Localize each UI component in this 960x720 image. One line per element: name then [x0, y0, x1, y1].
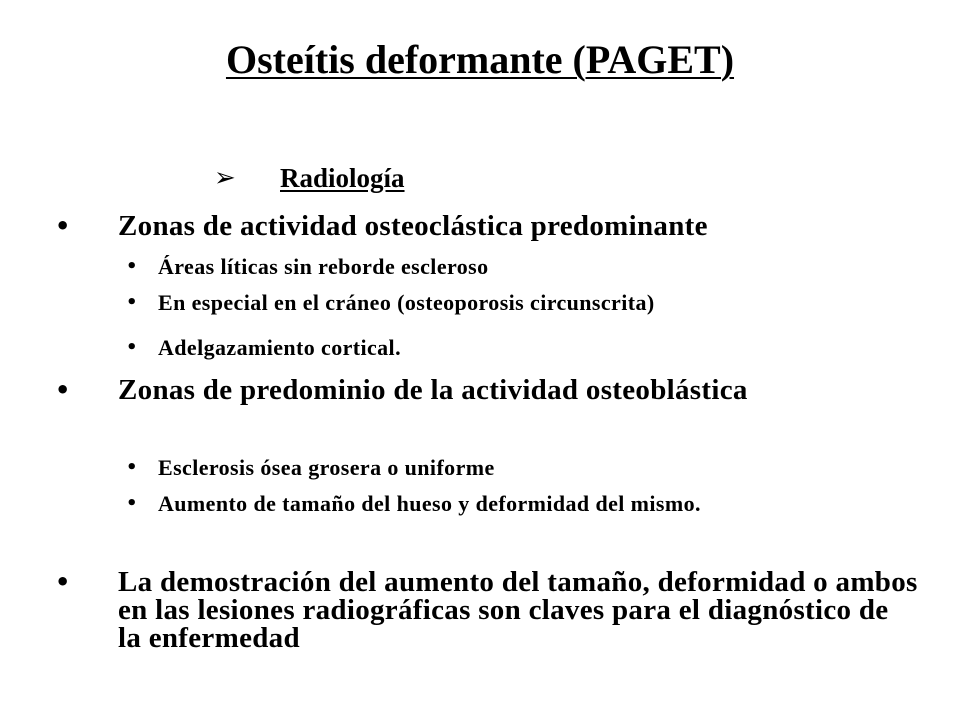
bullet-point-text: La demostración del aumento del tamaño, deformidad o ambos en las lesiones radiográficas son claves para el diagnóstico de la enfermedad: [118, 566, 918, 654]
sub-bullet-icon: •: [126, 493, 138, 514]
sub-bullet-point-text: Esclerosis ósea grosera o uniforme: [158, 455, 495, 480]
section-heading: [214, 160, 405, 196]
sub-bullet-point-text: En especial en el cráneo (osteoporosis circunscrita): [158, 290, 655, 315]
sub-bullet-point-text: Adelgazamiento cortical.: [158, 335, 401, 360]
sub-bullet-icon: •: [126, 337, 138, 358]
arrow-bullet-icon: ➢: [214, 163, 236, 193]
sub-bullet-point-text: Áreas líticas sin reborde escleroso: [158, 254, 489, 279]
bullet-icon: •: [55, 212, 71, 240]
bullet-icon: •: [55, 376, 71, 404]
sub-bullet-point-text: Aumento de tamaño del hueso y deformidad del mismo.: [158, 491, 701, 516]
section-heading-label: Radiología: [280, 162, 405, 193]
bullet-point-text: Zonas de predominio de la actividad osteoblástica: [118, 374, 748, 406]
slide-title: Osteítis deformante (PAGET): [225, 37, 735, 82]
sub-bullet-icon: •: [126, 256, 138, 277]
bullet-icon: •: [55, 568, 71, 596]
sub-bullet-icon: •: [126, 457, 138, 478]
sub-bullet-icon: •: [126, 292, 138, 313]
bullet-point-text: Zonas de actividad osteoclástica predominante: [118, 210, 708, 242]
